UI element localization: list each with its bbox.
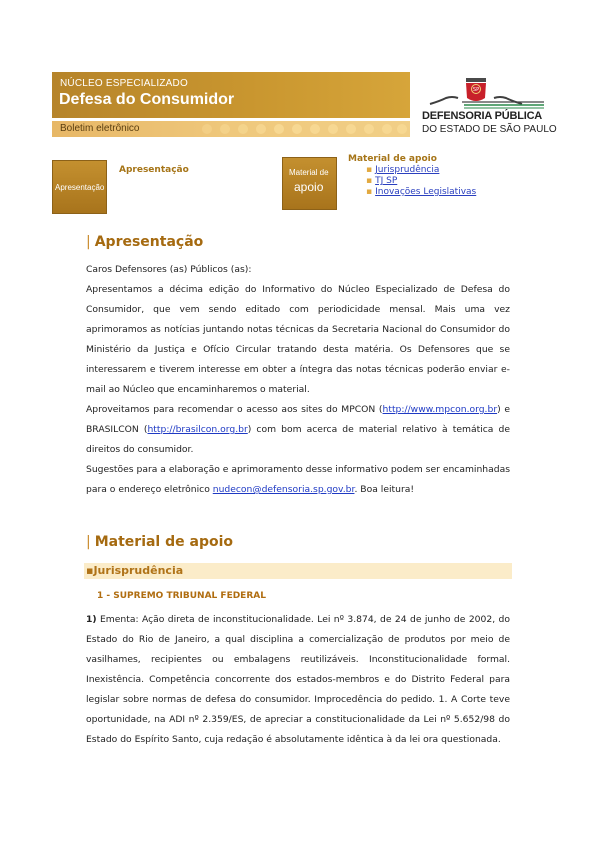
- banner-strip-label: Boletim eletrônico: [60, 123, 140, 134]
- paragraph-1: Apresentamos a décima edição do Informativo do Núcleo Especializado de Defesa do Consumidor, que vem sendo editado com periodicidade mensal. Mais uma vez aprimoramos as notícias juntando notas técnicas da Secretaria Nacional do Consumidor do Ministério da Justiça e Ofício Circular tratando desta matéria. Os Defensores que se interessarem e tiverem interesse em obter a íntegra das notas técnicas poderão enviar e-mail ao Núcleo que encaminharemos o material.: [86, 284, 510, 395]
- seal-badge-text: SP: [472, 87, 480, 93]
- apresentacao-thumbnail[interactable]: [52, 160, 107, 214]
- decor-dot: [220, 124, 230, 134]
- banner-title: Defesa do Consumidor: [59, 91, 235, 108]
- paragraph-3-text-b: . Boa leitura!: [354, 484, 415, 495]
- heading-bar: |: [86, 534, 91, 550]
- decor-dot: [202, 124, 212, 134]
- apresentacao-heading: [86, 234, 203, 250]
- material-thumbnail-line1: Material de: [289, 168, 329, 177]
- banner-strip: [52, 121, 410, 137]
- paragraph-2-text-a: Aproveitamos para recomendar o acesso aos sites do MPCON (: [86, 404, 383, 415]
- bullet-icon: ▪: [366, 187, 373, 197]
- decor-dot: [292, 124, 302, 134]
- paragraph-2-text-c: ) com bom acerca de material relativo à temática de direitos do consumidor.: [86, 424, 510, 455]
- bullet-icon: ▪: [86, 564, 94, 577]
- apresentacao-heading-text: Apresentação: [94, 234, 204, 250]
- apresentacao-nav-label[interactable]: Apresentação: [119, 165, 189, 175]
- jurisprudencia-heading: [86, 564, 183, 577]
- banner-top: [52, 72, 410, 118]
- paragraph-2-text-b: ) e BRASILCON (: [86, 404, 510, 435]
- state-seal-icon: [422, 74, 548, 110]
- header-banner: [52, 72, 410, 137]
- nav-link-tjsp: [366, 176, 397, 186]
- material-apoio-nav-label[interactable]: Material de apoio: [348, 154, 437, 164]
- decor-dot: [397, 124, 407, 134]
- decor-dot: [274, 124, 284, 134]
- jurisprudencia-link[interactable]: Jurisprudência: [375, 165, 440, 175]
- decor-dot: [364, 124, 374, 134]
- inovacoes-legislativas-link[interactable]: Inovações Legislativas: [375, 187, 477, 197]
- apresentacao-body: [86, 260, 510, 500]
- ementa-text: Ementa: Ação direta de inconstitucionalidade. Lei nº 3.874, de 24 de junho de 2002, do Estado do Rio de Janeiro, a qual disciplina a comercialização de produtos por meio de vasilhames, recipientes ou embalagens reutilizáveis. Inconstitucionalidade formal. Inexistência. Competência concorrente dos estados-membros e do Distrito Federal para legislar sobre normas de defesa do consumidor. Improcedência do pedido. 1. A Corte teve oportunidade, na ADI nº 2.359/ES, de apreciar a constitucionalidade da Lei nº 5.652/98 do Estado do Espírito Santo, cuja redação é absolutamente idêntica à da lei ora questionada.: [86, 614, 510, 745]
- decor-dot: [382, 124, 392, 134]
- nav-link-jurisprudencia: [366, 165, 439, 175]
- heading-bar: |: [86, 234, 91, 250]
- material-apoio-thumbnail[interactable]: [282, 157, 337, 210]
- mpcon-link[interactable]: http://www.mpcon.org.br: [382, 404, 498, 415]
- decor-dot: [310, 124, 320, 134]
- material-apoio-heading: [86, 534, 233, 550]
- jurisprudencia-heading-text: Jurisprudência: [93, 564, 184, 577]
- material-thumbnail-line2: apoio: [294, 180, 324, 194]
- decor-dot: [238, 124, 248, 134]
- jurisprudencia-band: [84, 563, 512, 579]
- paragraph-2: [86, 400, 510, 460]
- paragraph-3: [86, 460, 510, 500]
- decor-dot: [346, 124, 356, 134]
- decor-dot: [328, 124, 338, 134]
- bullet-icon: ▪: [366, 165, 373, 175]
- material-apoio-heading-text: Material de apoio: [94, 534, 234, 550]
- bullet-icon: ▪: [366, 176, 373, 186]
- logo-line-2: DO ESTADO DE SÃO PAULO: [422, 124, 557, 135]
- nav-link-inovacoes: [366, 187, 476, 197]
- email-link[interactable]: nudecon@defensoria.sp.gov.br: [212, 484, 355, 495]
- decor-dot: [256, 124, 266, 134]
- brasilcon-link[interactable]: http://brasilcon.org.br: [147, 424, 248, 435]
- defensoria-logo: [422, 74, 557, 138]
- paragraph-3-text-a: Sugestões para a elaboração e aprimoramento desse informativo podem ser encaminhadas para o endereço eletrônico: [86, 464, 510, 495]
- greeting: Caros Defensores (as) Públicos (as):: [86, 264, 252, 275]
- item-number: 1): [86, 614, 97, 625]
- apresentacao-thumbnail-label: Apresentação: [55, 183, 105, 192]
- banner-subtitle: NÚCLEO ESPECIALIZADO: [60, 78, 188, 89]
- court-heading: 1 - SUPREMO TRIBUNAL FEDERAL: [97, 591, 266, 601]
- tjsp-link[interactable]: TJ SP: [375, 176, 398, 186]
- ementa-paragraph: [86, 610, 510, 750]
- logo-line-1: DEFENSORIA PÚBLICA: [422, 110, 543, 122]
